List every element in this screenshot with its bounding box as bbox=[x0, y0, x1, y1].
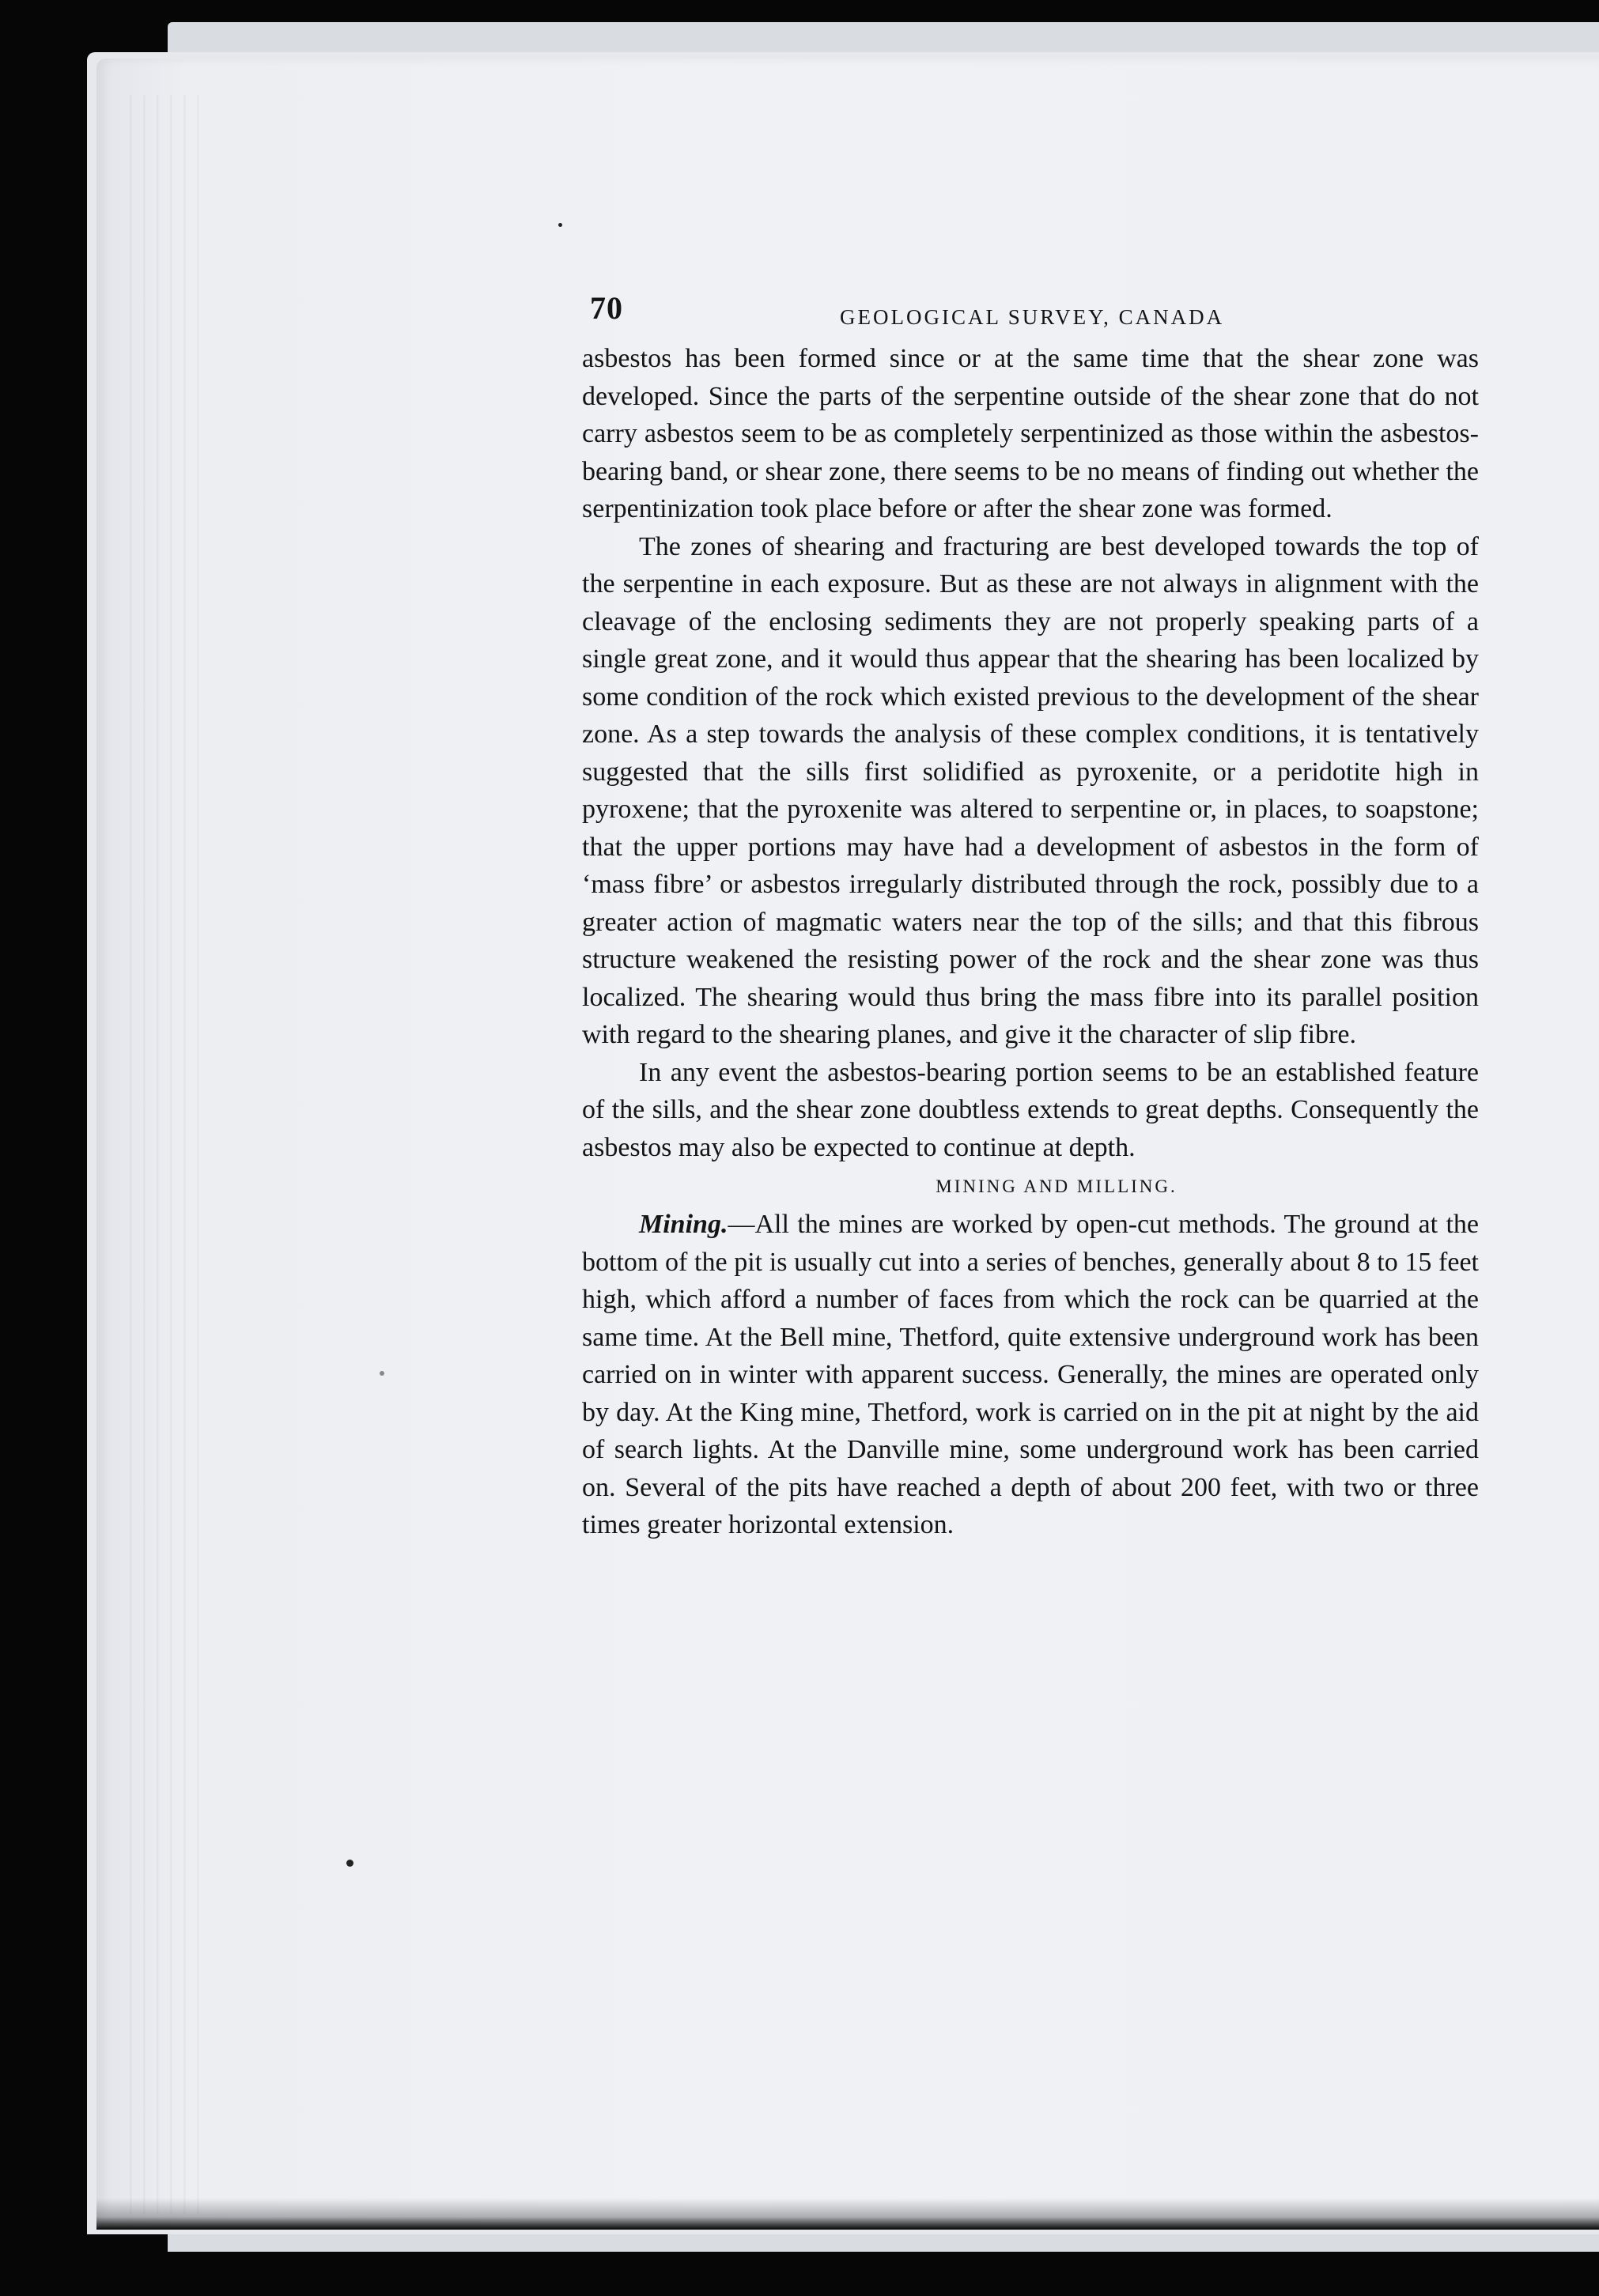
section-heading: MINING AND MILLING. bbox=[936, 1176, 1178, 1196]
page-number: 70 bbox=[590, 290, 623, 326]
scan-speck bbox=[380, 1371, 384, 1376]
page-text bbox=[571, 285, 1479, 1544]
running-head bbox=[571, 285, 1479, 340]
mining-run-in-heading: Mining. bbox=[639, 1210, 728, 1239]
scan-speck bbox=[346, 1860, 353, 1867]
paragraph-1: asbestos has been formed since or at the same time that the shear zone was developed. Since the parts of the serpentine outside of the shear zone that do not carry asbestos seem to be as completely serpentinized as those within the asbestos-bearing band, or shear zone, there seems to be no means of finding out whether the serpentinization took place before or after the shear zone was formed. bbox=[582, 344, 1479, 523]
page-edge-streaks bbox=[119, 95, 206, 2214]
paragraph-3: In any event the asbestos-bearing portion seems to be an established feature of the sills, and the shear zone doubtless extends to great depths. Consequently the asbestos may also be expected to continue at depth. bbox=[582, 1057, 1479, 1162]
scan-speck bbox=[558, 223, 562, 227]
paragraph-2: The zones of shearing and fracturing are best developed towards the top of the serpentine in each exposure. But as these are not always in alignment with the cleavage of the enclosing sediments they are not properly speaking parts of a single great zone, and it would thus appear that the shearing has been localized by some condition of the rock which existed previous to the development of the shear zone. As a step towards the analysis of these complex conditions, it is tentatively suggested that the sills first solidified as pyroxenite, or a peridotite high in pyroxene; that the pyroxenite was altered to serpentine or, in places, to soapstone; that the upper portions may have had a development of asbestos in the form of ‘mass fibre’ or asbestos irregularly distributed through the rock, possibly due to a greater action of magmatic waters near the top of the sills; and that this fibrous structure weakened the resisting power of the rock and the shear zone was thus localized. The shearing would thus bring the mass fibre into its parallel position with regard to the shearing planes, and give it the character of slip fibre. bbox=[582, 531, 1479, 1049]
running-head-title: GEOLOGICAL SURVEY, CANADA bbox=[840, 305, 1225, 329]
mining-text: —All the mines are worked by open-cut methods. The ground at the bottom of the pit is usually cut into a series of benches, generally about 8 to 15 feet high, which afford a number of faces from which the rock can be quarried at the same time. At the Bell mine, Thetford, quite extensive underground work has been carried on in winter with apparent success. Generally, the mines are operated only by day. At the King mine, Thetford, work is carried on in the pit at night by the aid of search lights. At the Danville mine, some underground work has been carried on. Several of the pits have reached a depth of about 200 feet, with two or three times greater horizontal extension. bbox=[582, 1210, 1479, 1539]
page-bottom-shadow bbox=[96, 2198, 1599, 2230]
paragraph-mining bbox=[571, 1206, 1479, 1544]
